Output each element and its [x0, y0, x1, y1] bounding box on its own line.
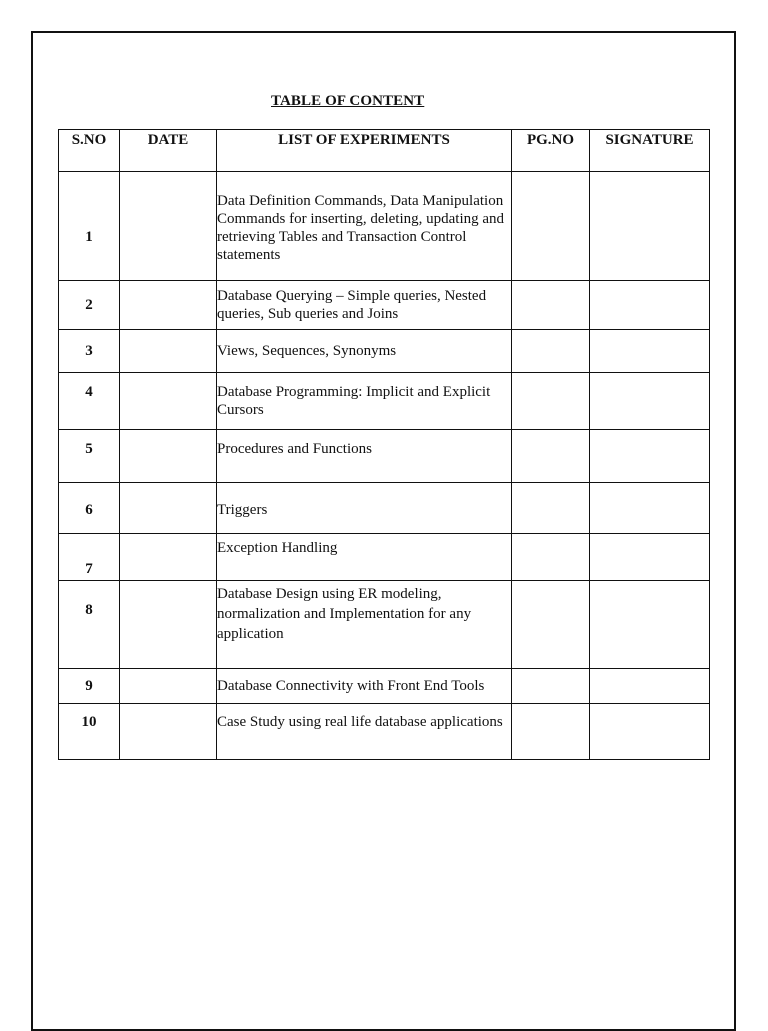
table-row [59, 430, 710, 483]
row-experiment: Data Definition Commands, Data Manipulation Commands for inserting, deleting, updating and retrieving Tables and Transaction Control statements [217, 172, 512, 281]
table-row [59, 534, 710, 581]
header-pgno: PG.NO [512, 130, 590, 172]
row-pgno [512, 430, 590, 483]
row-sno: 9 [59, 669, 120, 704]
row-date [120, 534, 217, 581]
row-signature [590, 373, 710, 430]
row-pgno [512, 281, 590, 330]
table-row [59, 330, 710, 373]
row-signature [590, 581, 710, 669]
table-row [59, 483, 710, 534]
row-sno: 2 [59, 281, 120, 330]
row-sno: 1 [59, 172, 120, 281]
table-row [59, 281, 710, 330]
table-row [59, 704, 710, 760]
header-sno: S.NO [59, 130, 120, 172]
row-sno: 3 [59, 330, 120, 373]
row-date [120, 483, 217, 534]
row-signature [590, 534, 710, 581]
header-date: DATE [120, 130, 217, 172]
page-title: TABLE OF CONTENT [271, 93, 425, 109]
header-experiments: LIST OF EXPERIMENTS [217, 130, 512, 172]
row-experiment: Procedures and Functions [217, 430, 512, 483]
row-experiment: Views, Sequences, Synonyms [217, 330, 512, 373]
row-pgno [512, 172, 590, 281]
row-signature [590, 704, 710, 760]
row-signature [590, 483, 710, 534]
row-signature [590, 669, 710, 704]
row-experiment: Database Programming: Implicit and Explicit Cursors [217, 373, 512, 430]
row-experiment: Triggers [217, 483, 512, 534]
row-signature [590, 430, 710, 483]
row-date [120, 669, 217, 704]
table-row [59, 172, 710, 281]
row-sno: 10 [59, 704, 120, 760]
row-date [120, 704, 217, 760]
row-sno: 5 [59, 430, 120, 483]
header-signature: SIGNATURE [590, 130, 710, 172]
row-date [120, 330, 217, 373]
row-date [120, 581, 217, 669]
table-of-contents [58, 129, 710, 760]
row-pgno [512, 669, 590, 704]
row-experiment: Case Study using real life database applications [217, 704, 512, 760]
row-sno: 8 [59, 581, 120, 669]
row-pgno [512, 534, 590, 581]
row-sno: 6 [59, 483, 120, 534]
row-pgno [512, 373, 590, 430]
row-sno: 7 [59, 534, 120, 581]
row-date [120, 172, 217, 281]
row-pgno [512, 704, 590, 760]
row-pgno [512, 581, 590, 669]
table-row [59, 373, 710, 430]
row-experiment: Exception Handling [217, 534, 512, 581]
row-pgno [512, 330, 590, 373]
table-row [59, 581, 710, 669]
row-date [120, 373, 217, 430]
row-experiment: Database Connectivity with Front End Tools [217, 669, 512, 704]
row-date [120, 430, 217, 483]
table-row [59, 669, 710, 704]
row-signature [590, 330, 710, 373]
row-sno: 4 [59, 373, 120, 430]
table-header-row [59, 130, 710, 172]
row-date [120, 281, 217, 330]
row-experiment: Database Design using ER modeling, normalization and Implementation for any application [217, 581, 512, 669]
row-pgno [512, 483, 590, 534]
row-signature [590, 172, 710, 281]
row-signature [590, 281, 710, 330]
row-experiment: Database Querying – Simple queries, Nested queries, Sub queries and Joins [217, 281, 512, 330]
